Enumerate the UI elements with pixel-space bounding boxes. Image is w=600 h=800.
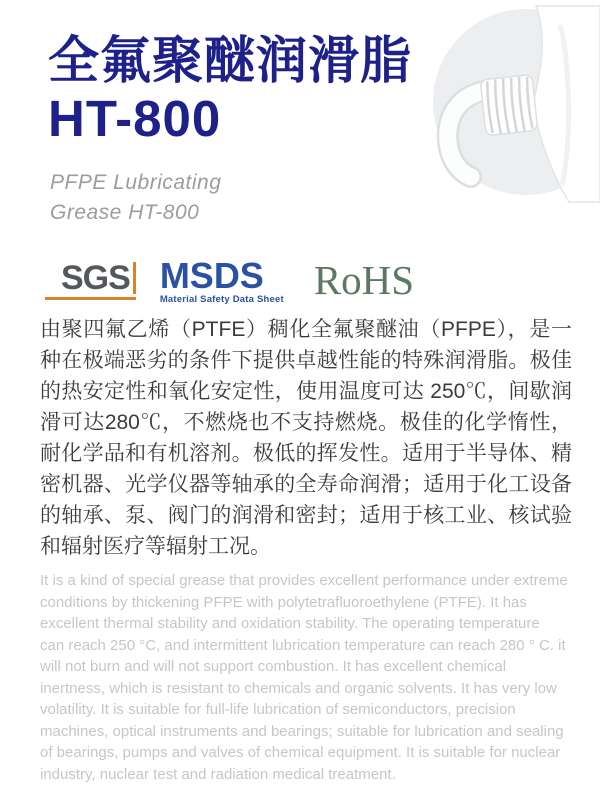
subtitle-line-1: PFPE Lubricating	[50, 171, 222, 194]
grease-tube-image	[400, 0, 600, 215]
msds-logo	[159, 255, 284, 305]
msds-logo-label: MSDS	[159, 255, 264, 296]
description-english: It is a kind of special grease that provides excellent performance under extreme conditions by thickening PFPE with polytetrafluoroethylene (PTFE). It has excellent thermal stability and oxidation stability. The operating temperature can reach 250 °C, and intermittent lubrication temperature can reach 280 ° C. it will not burn and will not support combustion. It has excellent chemical inertness, which is resistant to chemicals and organic solvents. It has very low volatility. It is suitable for full-life lubrication of semiconductors, precision machines, optical instruments and bearings; suitable for lubrication and sealing of bearings, pumps and valves of chemical equipment. It is suitable for nuclear industry, nuclear test and radiation medical treatment.	[40, 572, 568, 783]
rohs-logo: RoHS	[313, 257, 415, 303]
description-chinese: 由聚四氟乙烯（PTFE）稠化全氟聚醚油（PFPE），是一种在极端恶劣的条件下提供卓越性能的特殊润滑脂。极佳的热安定性和氧化安定性，使用温度可达 250℃，间歇润滑可达280℃，不燃烧也不支持燃烧。极佳的化学惰性，耐化学品和有机溶剂。极低的挥发性。适用于半导体、精密机器、光学仪器等轴承的全寿命润滑；适用于化工设备的轴承、泵、阀门的润滑和密封；适用于核工业、核试验和辐射医疗等辐射工况。	[40, 318, 572, 558]
subtitle-english	[50, 168, 221, 228]
sgs-logo	[45, 260, 136, 300]
sgs-logo-label: SGS	[61, 262, 136, 294]
product-photo	[400, 0, 600, 215]
page-title	[48, 32, 412, 148]
msds-logo-sublabel: Material Safety Data Sheet	[159, 294, 284, 305]
page-title-model: HT-800	[48, 90, 222, 147]
subtitle-line-2: Grease HT-800	[50, 201, 200, 224]
certification-logos	[45, 255, 415, 305]
page-title-chinese: 全氟聚醚润滑脂	[48, 32, 413, 89]
